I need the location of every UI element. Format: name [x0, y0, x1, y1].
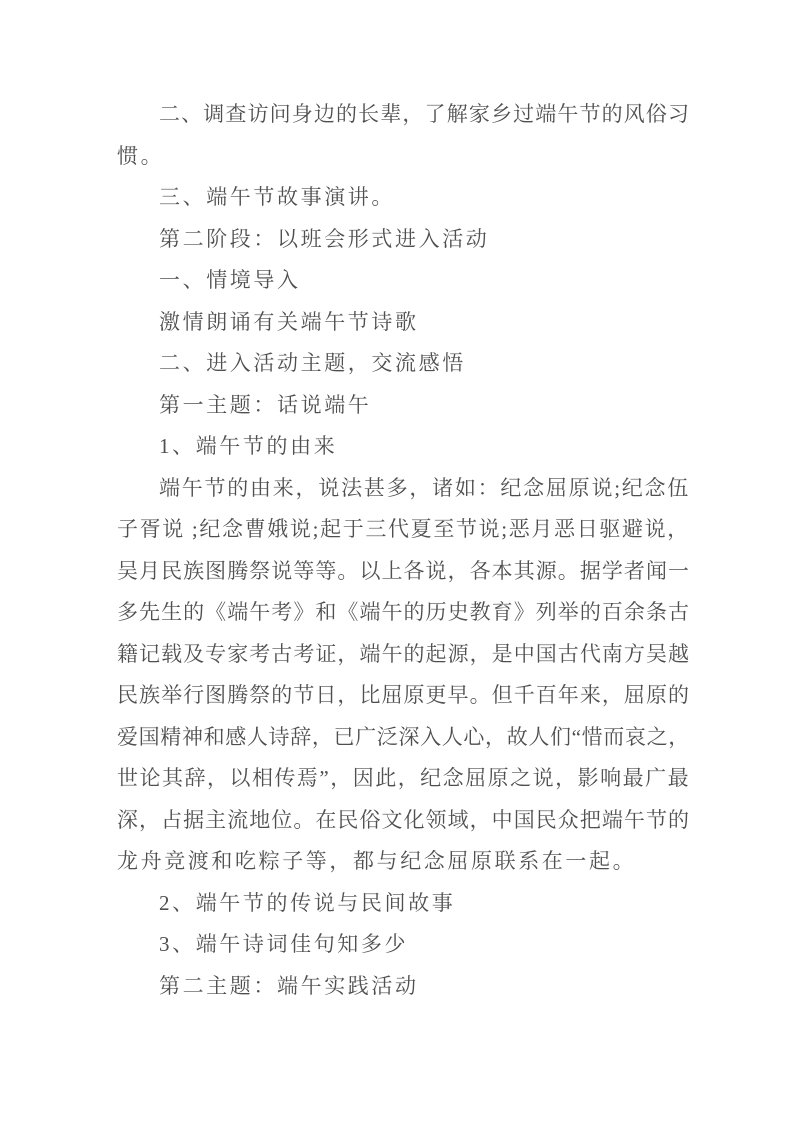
text-line: 惯。	[117, 143, 165, 168]
text-line: 2、端午节的传说与民间故事	[159, 890, 456, 915]
text-line: 民族举行图腾祭的节日，比屈原更早。但千百年来，屈原的	[117, 683, 691, 707]
text-line: 1、端午节的由来	[159, 434, 338, 458]
text-line: 籍记载及专家考古考证，端午的起源，是中国古代南方吴越	[117, 641, 691, 666]
text-line: 3、端午诗词佳句知多少	[159, 932, 409, 956]
text-line: 一、情境导入	[159, 268, 301, 292]
text-line: 世论其辞，以相传焉”，因此，纪念屈原之说，影响最广最	[117, 766, 691, 790]
text-line: 端午节的由来，说法甚多，诸如：纪念屈原说;纪念伍	[159, 475, 691, 500]
document-text-body	[117, 94, 690, 1007]
text-line: 二、进入活动主题，交流感悟	[159, 351, 466, 375]
text-line: 第二主题：端午实践活动	[159, 973, 419, 998]
text-line: 深，占据主流地位。在民俗文化领域，中国民众把端午节的	[117, 807, 691, 832]
text-line: 三、端午节故事演讲。	[159, 185, 395, 209]
text-line: 第二阶段：以班会形式进入活动	[159, 226, 490, 251]
text-line: 第一主题：话说端午	[159, 392, 372, 417]
text-line: 激情朗诵有关端午节诗歌	[159, 309, 419, 334]
text-line: 多先生的《端午考》和《端午的历史教育》列举的百余条古	[117, 600, 691, 624]
text-line: 吴月民族图腾祭说等等。以上各说，各本其源。据学者闻一	[117, 558, 691, 583]
text-line: 爱国精神和感人诗辞，已广泛深入人心，故人们“惜而哀之，	[117, 724, 690, 749]
text-line: 子胥说 ;纪念曹娥说;起于三代夏至节说;恶月恶日驱避说，	[117, 517, 690, 541]
text-line: 龙舟竞渡和吃粽子等，都与纪念屈原联系在一起。	[117, 849, 637, 873]
text-line: 二、调查访问身边的长辈，了解家乡过端午节的风俗习	[159, 102, 691, 126]
